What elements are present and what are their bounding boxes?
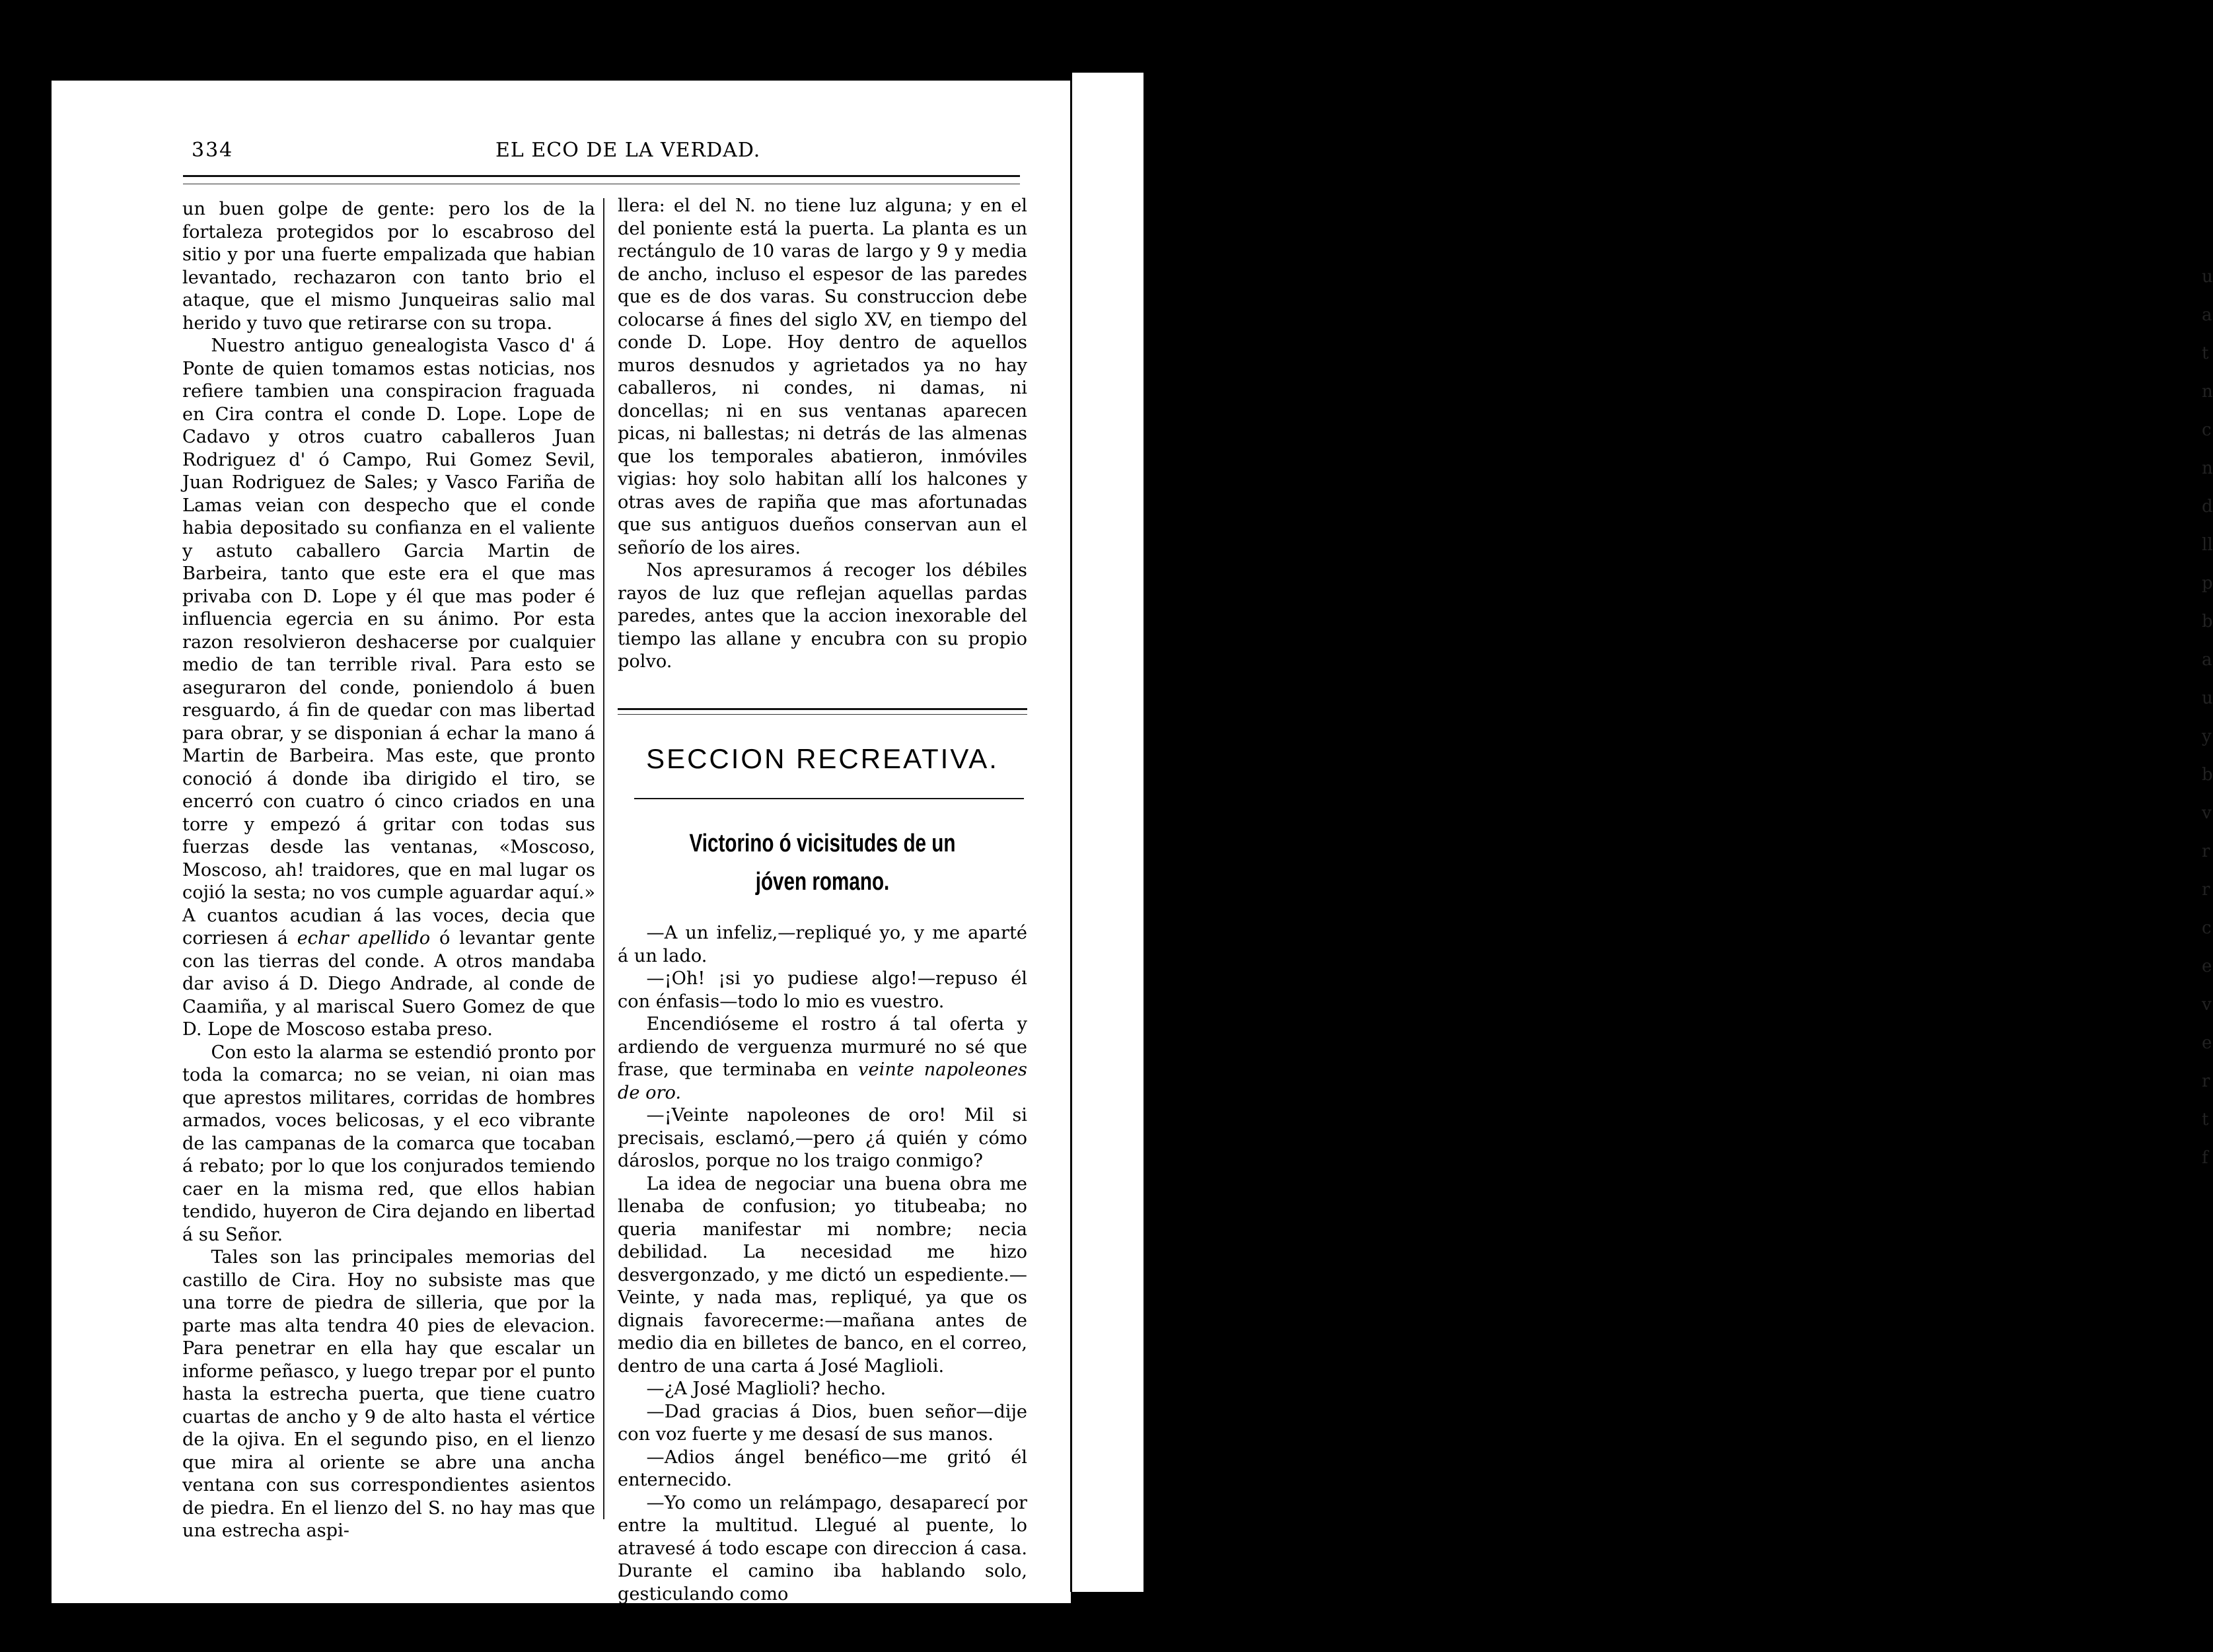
- left-column: [182, 198, 595, 1543]
- adjacent-page-letter: e: [2202, 1033, 2212, 1053]
- paragraph: Nos apresuramos á recoger los débiles rayos de luz que reflejan aquellas pardas paredes, antes que la accion inexorable del tiempo las allane y encubra con su propio polvo.: [618, 560, 1027, 672]
- paragraph: Tales son las principales memorias del castillo de Cira. Hoy no subsiste mas que una torre de piedra de silleria, que por la parte mas alta tendra 40 pies de elevacion. Para penetrar en ella hay que escalar un informe peñasco, y luego trepar por el punto hasta la estrecha puerta, que tiene cuatro cuartas de ancho y 9 de alto hasta el vértice de la ojiva. En el segundo piso, en el lienzo que mira al oriente se abre una ancha ventana con sus correspondientes asientos de piedra. En el lienzo del S. no hay mas que una estrecha aspi-: [182, 1247, 595, 1541]
- adjacent-page-letter: u: [2202, 688, 2213, 708]
- adjacent-page-letter: ll: [2202, 535, 2213, 555]
- adjacent-page-letter: v: [2202, 803, 2212, 823]
- paragraph: Nuestro antiguo genealogista Vasco d' á Ponte de quien tomamos estas noticias, nos refiere tambien una conspiracion fraguada en Cira contra el conde D. Lope. Lope de Cadavo y otros cuatro caballeros Juan Rodriguez d' ó Campo, Rui Gomez Sevil, Juan Rodriguez de Sales; y Vasco Fariña de Lamas veian con despecho que el conde habia depositado su confianza en el valiente y astuto caballero Garcia Martin de Barbeira, tanto que este era el que mas privaba con D. Lope y él que mas poder é influencia egercia en su ánimo. Por esta razon resolvieron deshacerse por cualquier medio de tan terrible rival. Para esto se aseguraron del conde, poniendolo á buen resguardo, á fin de quedar con mas libertad para obrar, y se disponian á echar la mano á Martin de Barbeira. Mas este, que pronto conoció á donde iba dirigido el tiro, se encerró con cuatro ó cinco criados en una torre y empezó á gritar con todas sus fuerzas desde las ventanas, «Moscoso, Moscoso, ah! traidores, que en mal lugar os cojió la sesta; no vos cumple aguardar aquí.» A cuantos acudian á las voces, decia que corriesen á echar apellido ó levantar gente con las tierras del conde. A otros mandaba dar aviso á D. Diego Andrade, al conde de Caamiña, y al mariscal Suero Gomez de que D. Lope de Moscoso estaba preso.: [182, 336, 595, 1040]
- adjacent-page-letter: a: [2202, 650, 2212, 670]
- paragraph: llera: el del N. no tiene luz alguna; y en el del poniente está la puerta. La planta es un rectángulo de 10 varas de largo y 9 y media de ancho, incluso el espesor de las paredes que es de dos varas. Su construccion debe colocarse á fines del siglo XV, en tiempo del conde D. Lope. Hoy dentro de aquellos muros desnudos y agrietados ya no hay caballeros, ni condes, ni damas, ni doncellas; ni en sus ventanas aparecen picas, ni ballestas; ni detrás de las almenas que los temporales abatieron, inmóviles vigias: hoy solo habitan allí los halcones y otras aves de rapiña que mas afortunadas que sus antiguos dueños conservan aun el señorío de los aires.: [618, 196, 1027, 558]
- adjacent-page-letter: t: [2202, 1110, 2209, 1130]
- adjacent-page-letter: f: [2202, 1148, 2208, 1168]
- adjacent-page-letter: d: [2202, 497, 2213, 517]
- adjacent-page-letter: p: [2202, 573, 2213, 593]
- paragraph: Con esto la alarma se estendió pronto por toda la comarca; no se veian, ni oian mas que aprestos militares, corridas de hombres armados, voces belicosas, y el eco vibrante de las campanas de la comarca que tocaban á rebato; por lo que los conjurados temiendo caer en la misma red, que ellos habian tendido, huyeron de Cira dejando en libertad á su Señor.: [182, 1042, 595, 1245]
- story-title: Victorino ó vicisitudes de un jóven romano.: [689, 830, 956, 896]
- adjacent-page-letter: y: [2202, 727, 2212, 746]
- adjacent-page-edge: [1070, 73, 2213, 1592]
- paragraph: —¿A José Maglioli? hecho.: [646, 1379, 887, 1399]
- adjacent-page-letter: t: [2202, 343, 2209, 363]
- page-number: 334: [192, 139, 234, 162]
- adjacent-page-letter: u: [2202, 267, 2213, 287]
- adjacent-page-letter: b: [2202, 765, 2213, 785]
- paragraph: —Dad gracias á Dios, buen señor—dije con voz fuerte y me desasí de sus manos.: [618, 1401, 1027, 1445]
- section-rule: [618, 708, 1027, 710]
- section-rule-thin: [618, 714, 1027, 715]
- paragraph: un buen golpe de gente: pero los de la fortaleza protegidos por lo escabroso del sitio y por una fuerte empalizada que habian levantado, rechazaron con tanto brio el ataque, que el mismo Junqueiras salio mal herido y tuvo que retirarse con su tropa.: [182, 199, 595, 334]
- paragraph: —¡Oh! ¡si yo pudiese algo!—repuso él con énfasis—todo lo mio es vuestro.: [618, 968, 1027, 1012]
- adjacent-page-letter: c: [2202, 420, 2212, 440]
- adjacent-page-letter: a: [2202, 305, 2212, 325]
- adjacent-page-letter: c: [2202, 918, 2212, 938]
- header-rule: [183, 175, 1020, 177]
- paragraph: —Yo como un relámpago, desaparecí por entre la multitud. Llegué al puente, lo atravesé á todo escape con direccion á casa. Durante el camino iba hablando solo, gesticulando como: [618, 1492, 1027, 1604]
- column-divider: [603, 198, 604, 1519]
- paragraph: Encendióseme el rostro á tal oferta y ardiendo de verguenza murmuré no sé que frase, que terminaba en veinte napoleones de oro.: [618, 1014, 1027, 1103]
- adjacent-page-letter: n: [2202, 382, 2213, 402]
- paragraph: —Adios ángel benéfico—me gritó él enternecido.: [618, 1447, 1027, 1490]
- paragraph: —¡Veinte napoleones de oro! Mil si precisais, esclamó,—pero ¿á quién y cómo dároslos, porque no los traigo conmigo?: [618, 1105, 1027, 1171]
- section-rule-lower: [634, 798, 1024, 799]
- adjacent-page-letter: e: [2202, 956, 2212, 976]
- adjacent-page-letters: [2202, 258, 2213, 1177]
- adjacent-page-letter: r: [2202, 880, 2210, 900]
- adjacent-page-letter: n: [2202, 458, 2213, 478]
- paragraph: La idea de negociar una buena obra me llenaba de confusion; yo titubeaba; no queria manifestar mi nombre; necia debilidad. La necesidad me hizo desvergonzado, y me dictó un espediente.—Veinte, y nada mas, repliqué, ya que os dignais favorecerme:—mañana antes de medio dia en billetes de banco, en el correo, dentro de una carta á José Maglioli.: [618, 1173, 1027, 1377]
- adjacent-page-letter: v: [2202, 995, 2212, 1015]
- running-title: EL ECO DE LA VERDAD.: [495, 139, 761, 162]
- section-title: SECCION RECREATIVA.: [646, 742, 999, 774]
- right-column: [618, 195, 1027, 1606]
- italic-phrase: echar apellido: [297, 928, 431, 949]
- adjacent-page-letter: b: [2202, 612, 2213, 631]
- adjacent-page-letter: r: [2202, 1071, 2210, 1091]
- paragraph: —A un infeliz,—repliqué yo, y me aparté á un lado.: [618, 923, 1027, 966]
- italic-phrase: veinte napoleones de oro.: [618, 1059, 1027, 1103]
- adjacent-page-letter: r: [2202, 842, 2210, 861]
